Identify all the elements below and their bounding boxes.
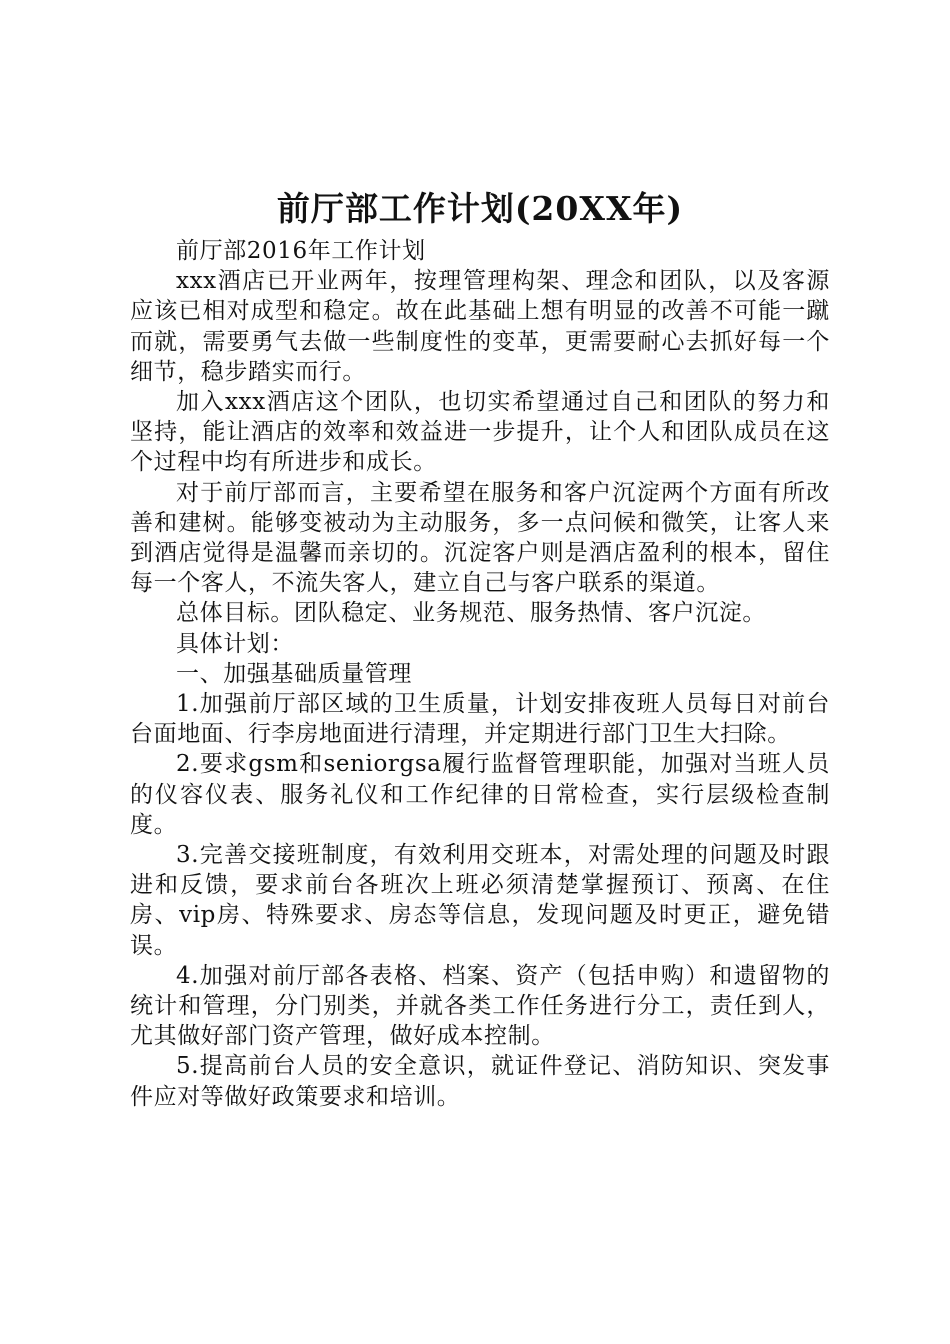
list-item-5: 5.提高前台人员的安全意识，就证件登记、消防知识、突发事件应对等做好政策要求和培训。 (130, 1053, 830, 1110)
paragraph-intro: xxx酒店已开业两年，按理管理构架、理念和团队，以及客源应该已相对成型和稳定。故在此基础上想有明显的改善不可能一蹴而就，需要勇气去做一些制度性的变革，更需要耐心去抓好每一个细节，稳步踏实而行。 (130, 268, 830, 385)
paragraph-subtitle: 前厅部2016年工作计划 (176, 238, 426, 264)
paragraph-goal: 总体目标。团队稳定、业务规范、服务热情、客户沉淀。 (176, 600, 766, 627)
paragraph-focus: 对于前厅部而言，主要希望在服务和客户沉淀两个方面有所改善和建树。能够变被动为主动服务，多一点问候和微笑，让客人来到酒店觉得是温馨而亲切的。沉淀客户则是酒店盈利的根本，留住每一个客人，不流失客人，建立自己与客户联系的渠道。 (130, 479, 830, 597)
list-item-3: 3.完善交接班制度，有效利用交班本，对需处理的问题及时跟进和反馈，要求前台各班次上班必须清楚掌握预订、预离、在住房、vip房、特殊要求、房态等信息，发现问题及时更正，避免错误。 (130, 842, 830, 959)
document-title: 前厅部工作计划(20XX年) (276, 189, 684, 228)
list-item-1: 1.加强前厅部区域的卫生质量，计划安排夜班人员每日对前台台面地面、行李房地面进行清理，并定期进行部门卫生大扫除。 (130, 691, 830, 748)
section-heading-quality: 一、加强基础质量管理 (176, 660, 412, 687)
paragraph-plan-heading: 具体计划： (176, 630, 294, 657)
list-item-4: 4.加强对前厅部各表格、档案、资产（包括申购）和遗留物的统计和管理，分门别类，并就各类工作任务进行分工，责任到人，尤其做好部门资产管理，做好成本控制。 (130, 962, 830, 1050)
document-body (130, 186, 830, 1112)
list-item-2: 2.要求gsm和seniorgsa履行监督管理职能，加强对当班人员的仪容仪表、服务礼仪和工作纪律的日常检查，实行层级检查制度。 (130, 751, 830, 838)
paragraph-team: 加入xxx酒店这个团队，也切实希望通过自己和团队的努力和坚持，能让酒店的效率和效益进一步提升，让个人和团队成员在这个过程中均有所进步和成长。 (130, 389, 830, 476)
